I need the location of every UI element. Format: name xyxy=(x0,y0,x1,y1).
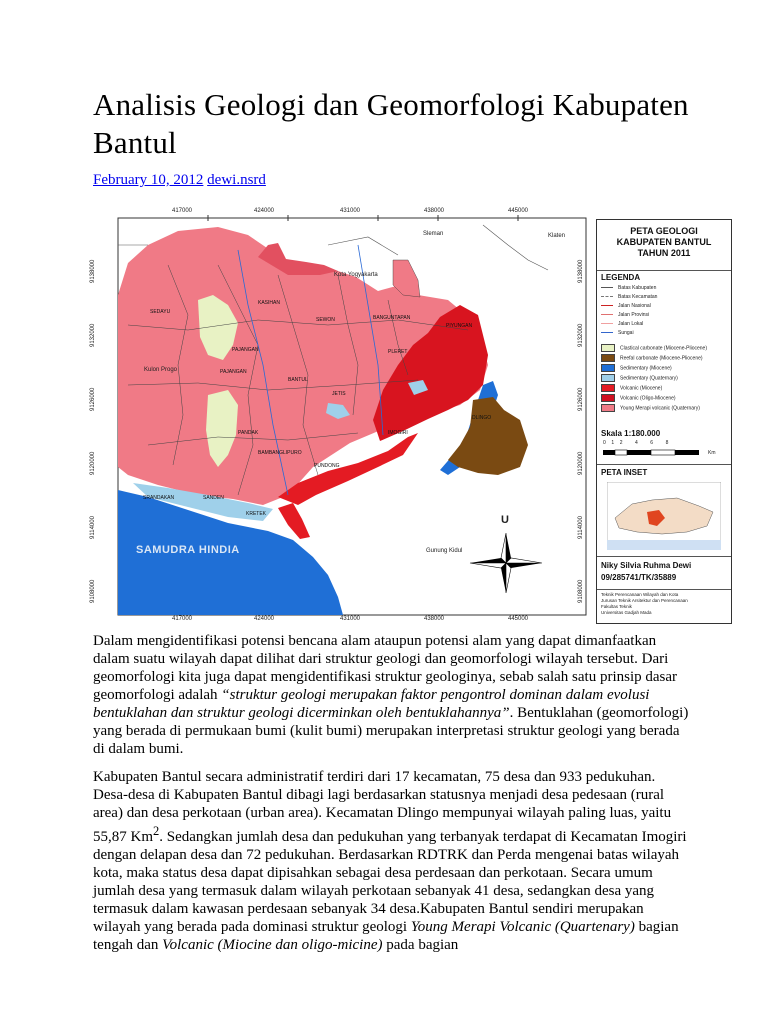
legend-line-item: Jalan Lokal xyxy=(601,321,643,327)
kecamatan-label: PIYUNGAN xyxy=(446,323,473,329)
tick-left-label: 9114000 xyxy=(90,516,96,539)
scale-unit: Km xyxy=(708,450,716,456)
kecamatan-label: BANGUNTAPAN xyxy=(373,315,411,321)
map-legend-panel xyxy=(596,219,732,624)
tick-right-label: 9132000 xyxy=(578,323,584,347)
kecamatan-label: BANTUL xyxy=(288,377,308,383)
tick-left-label: 9132000 xyxy=(90,323,96,347)
tick-left-label: 9120000 xyxy=(90,451,96,475)
kecamatan-label: KRETEK xyxy=(246,511,267,517)
tick-right-label: 9114000 xyxy=(578,516,584,539)
institution-line: Teknik Perencanaan Wilayah dan Kota xyxy=(601,592,679,597)
tick-bottom-label: 417000 xyxy=(172,616,193,622)
map-author-id: 09/285741/TK/35889 xyxy=(601,573,677,582)
quote-text: “struktur geologi merupakan faktor pengontrol dominan dalam evolusi bentuklahan dan struktur geologi dicerminkan oleh bentuklahannya” xyxy=(93,687,650,721)
legend-area-item: Sedimentary (Quaternary) xyxy=(601,374,678,382)
inset-header: PETA INSET xyxy=(601,468,648,477)
panel-title-line: KABUPATEN BANTUL xyxy=(616,237,712,247)
scale-bar xyxy=(603,449,723,457)
legend-line-item: Batas Kabupaten xyxy=(601,285,656,291)
legend-line-item: Batas Kecamatan xyxy=(601,294,657,300)
institution-line: Fakultas Teknik xyxy=(601,604,632,609)
map-author-name: Niky Silvia Ruhma Dewi xyxy=(601,561,692,570)
kecamatan-label: PLERET xyxy=(388,349,408,355)
place-label-gunungkidul: Gunung Kidul xyxy=(426,548,463,554)
legend-line-item: Jalan Nasional xyxy=(601,303,651,309)
legend-area-item: Volcanic (Oligo-Miocene) xyxy=(601,394,676,402)
scale-label: Skala 1:180.000 xyxy=(601,429,661,438)
legend-line-item: Sungai xyxy=(601,330,634,336)
tick-top-label: 438000 xyxy=(424,208,445,214)
tick-bottom-label: 431000 xyxy=(340,616,361,622)
kecamatan-label: JETIS xyxy=(332,391,346,397)
panel-title-line: TAHUN 2011 xyxy=(637,248,691,258)
tick-bottom-label: 438000 xyxy=(424,616,445,622)
place-label-klaten: Klaten xyxy=(548,233,566,239)
kecamatan-label: KASIHAN xyxy=(258,300,280,306)
tick-right-label: 9120000 xyxy=(578,451,584,475)
kecamatan-label: BAMBANGLIPURO xyxy=(258,450,302,456)
article-title: Analisis Geologi dan Geomorfologi Kabupaten Bantul xyxy=(93,87,689,160)
tick-left-label: 9108000 xyxy=(90,579,96,603)
place-label-samudra-hindia: SAMUDRA HINDIA xyxy=(136,544,240,556)
legend-area-item: Young Merapi volcanic (Quaternary) xyxy=(601,404,700,412)
kecamatan-label: IMOGIRI xyxy=(388,430,408,436)
institution-line: Universitas Gadjah Mada xyxy=(601,610,652,615)
tick-top-label: 424000 xyxy=(254,208,275,214)
legend-area-item: Volcanic (Miocene) xyxy=(601,384,662,392)
kecamatan-label: DLINGO xyxy=(472,415,492,421)
kecamatan-label: PANDAK xyxy=(238,430,259,436)
legend-area-item: Clastical carbonate (Miocene-Pliocene) xyxy=(601,344,707,352)
kecamatan-label: PAJANGAN xyxy=(232,347,259,353)
tick-top-label: 417000 xyxy=(172,208,193,214)
date-link[interactable]: February 10, 2012 xyxy=(93,172,204,188)
tick-right-label: 9138000 xyxy=(578,259,584,283)
panel-title-line: PETA GEOLOGI xyxy=(630,226,698,236)
kecamatan-label: PAJANGAN xyxy=(220,369,247,375)
tick-bottom-label: 424000 xyxy=(254,616,275,622)
institution-line: Jurusan Teknik Arsitektur dan Perencanaan xyxy=(601,598,688,603)
kecamatan-label: SEDAYU xyxy=(150,309,171,315)
kecamatan-label: PUNDONG xyxy=(314,463,340,469)
place-label-kulon-progo: Kulon Progo xyxy=(144,367,178,373)
author-link[interactable]: dewi.nsrd xyxy=(207,172,266,188)
legend-area-item: Sedimentary (Miocene) xyxy=(601,364,672,372)
tick-top-label: 445000 xyxy=(508,208,529,214)
geology-map-figure xyxy=(88,205,736,625)
scale-tick-row: 0 1 2 4 6 8 xyxy=(603,440,669,446)
inset-map xyxy=(607,482,721,550)
tick-left-label: 9126000 xyxy=(90,387,96,411)
kecamatan-label: SEWON xyxy=(316,317,335,323)
article-meta xyxy=(93,172,266,189)
tick-top-label: 431000 xyxy=(340,208,361,214)
paragraph-2: Kabupaten Bantul secara administratif terdiri dari 17 kecamatan, 75 desa dan 933 pedukuhan. Desa-desa di Kabupaten Bantul dibagi lagi berdasarkan statusnya menjadi desa pedesaan (rural area) dan desa perkotaan (urban area). Kecamatan Dlingo mempunyai wilayah paling luas, yaitu 55,87 Km$^2$. Sedangkan jumlah desa dan pedukuhan yang terbanyak terdapat di Kecamatan Imogiri dengan delapan desa dan 72 pedukuhan. Berdasarkan RDTRK dan Perda mengenai batas wilayah kota, maka status desa dapat dipisahkan sebagai desa perdesaan dan perkotaan. Secara umum jumlah desa yang termasuk dalam wilayah perkotaan sebanyak 41 desa, sedangkan desa yang termasuk dalam kawasan perdesaan sebanyak 34 desa.Kabupaten Bantul sendiri merupakan wilayah yang berada pada dominasi struktur geologi Young Merapi Volcanic (Quartenary) bagian tengah dan Volcanic (Miocine dan oligo-micine) pada bagian xyxy=(93,769,687,953)
place-label-sleman: Sleman xyxy=(423,231,444,237)
legend-area-item: Reefal carbonate (Miocene-Pliocene) xyxy=(601,354,703,362)
kecamatan-label: SANDEN xyxy=(203,495,224,501)
paragraph-1: Dalam mengidentifikasi potensi bencana alam ataupun potensi alam yang dapat dimanfaatkan dalam suatu wilayah dapat dilihat dari struktur geologi dan geomorfologi wilayah tersebut. Dari geomorfologi kita juga dapat mengidentifikasi struktur geologinya, sebab salah satu prinsip dasar geomorfologi adalah “struktur geologi merupakan faktor pengontrol dominan dalam evolusi bentuklahan dan struktur geologi dicerminkan oleh bentuklahannya”. Bentuklahan (geomorfologi) yang berada di permukaan bumi (kulit bumi) merupakan interpretasi struktur geologi yang berada di dalam bumi. xyxy=(93,633,689,757)
kecamatan-label: SRANDAKAN xyxy=(143,495,175,501)
tick-right-label: 9126000 xyxy=(578,387,584,411)
place-label-kota-yogyakarta: Kota Yogyakarta xyxy=(334,272,378,278)
legend-line-item: Jalan Provinsi xyxy=(601,312,649,318)
tick-bottom-label: 445000 xyxy=(508,616,529,622)
north-label: U xyxy=(501,514,509,526)
legend-header: LEGENDA xyxy=(601,273,641,282)
tick-right-label: 9108000 xyxy=(578,579,584,603)
tick-left-label: 9138000 xyxy=(90,259,96,283)
